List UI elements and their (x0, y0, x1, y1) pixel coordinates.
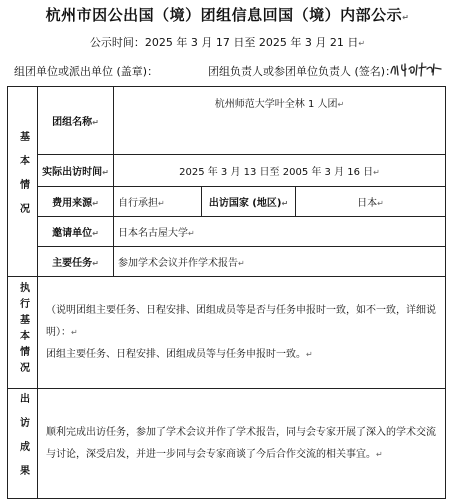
paragraph-mark: ↵ (402, 13, 410, 22)
group-name-value: 杭州师范大学叶全林 1 人团↵ (114, 87, 446, 155)
execution-section-label: 执行基本情况 (8, 277, 38, 389)
inviter-label: 邀请单位↵ (38, 217, 114, 247)
publish-time: 公示时间：2025 年 3 月 17 日至 2025 年 3 月 21 日↵ (89, 36, 366, 49)
inviter-value: 日本名古屋大学↵ (114, 217, 446, 247)
leader-signature-label: 团组负责人或参团单位负责人 (签名)： (208, 65, 397, 78)
basic-section-label: 基本情况 (8, 87, 38, 277)
handwritten-signature (388, 60, 444, 78)
info-form-table (7, 86, 446, 499)
actual-time-label: 实际出访时间↵ (38, 155, 114, 187)
organizing-unit-label: 组团单位或派出单位 (盖章)： (14, 65, 159, 78)
row-execution (8, 277, 446, 389)
country-label: 出访国家 (地区)↵ (202, 187, 296, 217)
results-text: 顺利完成出访任务，参加了学术会议并作了学术报告，同与会专家开展了深入的学术交流与讨论，深受启发，并进一步同与会专家商谈了今后合作交流的相关事宜。↵ (46, 426, 436, 460)
results-section-label: 出访成果 (8, 389, 38, 499)
task-value: 参加学术会议并作学术报告↵ (114, 247, 446, 277)
execution-content (38, 277, 446, 389)
row-group-name (8, 87, 446, 155)
row-inviter (8, 217, 446, 247)
actual-time-value: 2025 年 3 月 13 日至 2005 年 3 月 16 日↵ (114, 155, 446, 187)
execution-instruction: （说明团组主要任务、日程安排、团组成员等是否与任务申报时一致，如不一致，详细说明）：↵ (46, 304, 436, 338)
row-task (8, 247, 446, 277)
paragraph-mark: ↵ (358, 39, 366, 48)
country-value: 日本↵ (296, 187, 446, 217)
row-actual-time (8, 155, 446, 187)
group-name-label: 团组名称↵ (38, 87, 114, 155)
funding-value: 自行承担↵ (114, 187, 202, 217)
row-funding-country (8, 187, 446, 217)
results-content (38, 389, 446, 499)
page-title: 杭州市因公出国（境）团组信息回国（境）内部公示↵ (45, 6, 410, 24)
task-label: 主要任务↵ (38, 247, 114, 277)
funding-label: 费用来源↵ (38, 187, 114, 217)
row-results (8, 389, 446, 499)
execution-text: 团组主要任务、日程安排、团组成员等与任务申报时一致。↵ (46, 348, 313, 360)
